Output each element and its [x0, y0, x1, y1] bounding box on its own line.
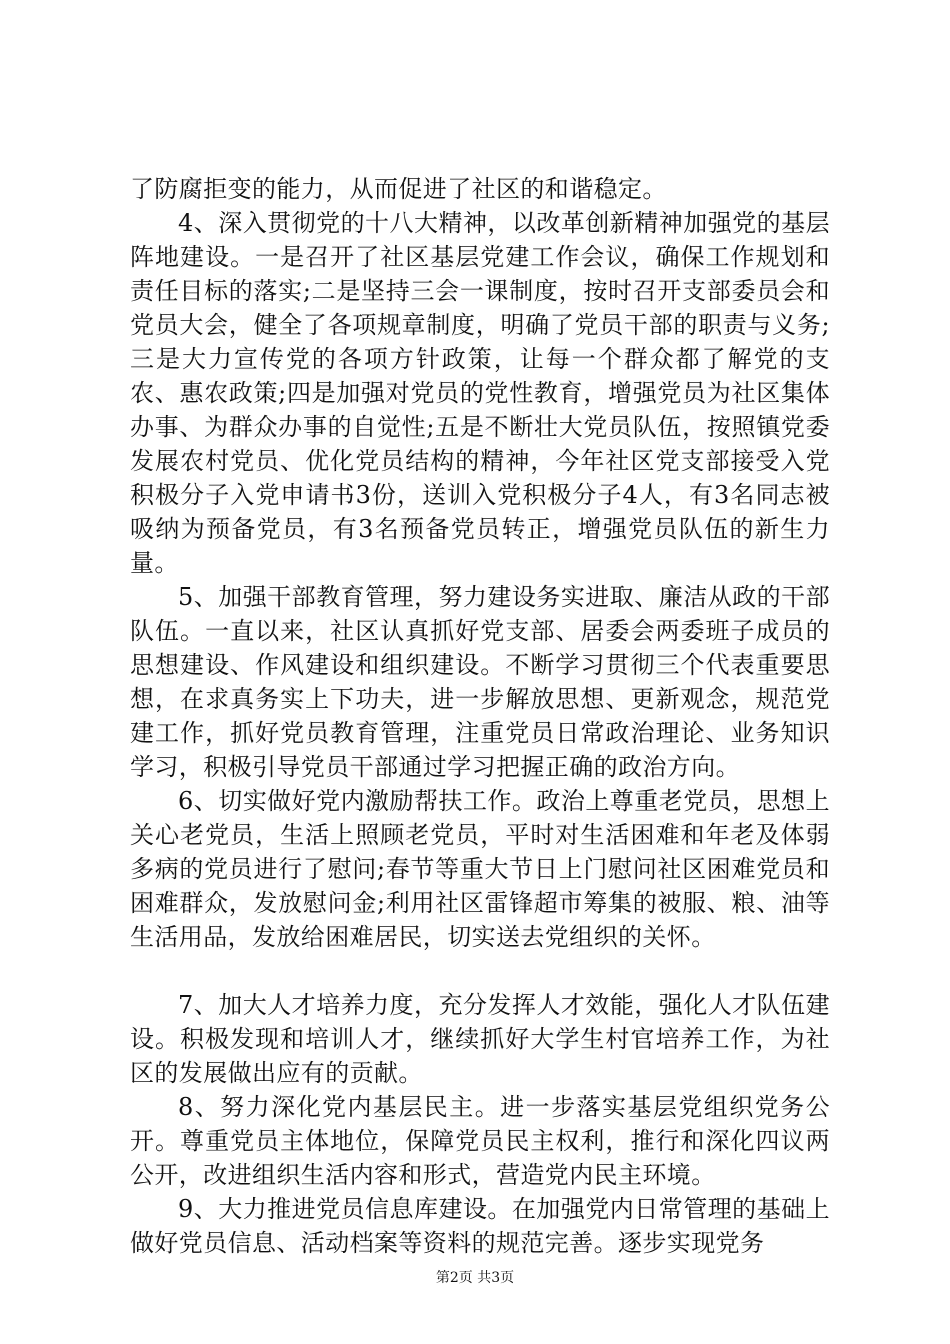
paragraph-item-8: 8、努力深化党内基层民主。进一步落实基层党组织党务公开。尊重党员主体地位，保障党员民主权利，推行和深化四议两公开，改进组织生活内容和形式，营造党内民主环境。: [130, 1093, 830, 1189]
paragraph-item-6: 6、切实做好党内激励帮扶工作。政治上尊重老党员，思想上关心老党员，生活上照顾老党员，平时对生活困难和年老及体弱多病的党员进行了慰问;春节等重大节日上门慰问社区困难党员和困难群众，发放慰问金;利用社区雷锋超市筹集的被服、粮、油等生活用品，发放给困难居民，切实送去党组织的关怀。: [130, 787, 830, 951]
page-footer: [0, 1268, 950, 1288]
paragraph-item-5: 5、加强干部教育管理，努力建设务实进取、廉洁从政的干部队伍。一直以来，社区认真抓好党支部、居委会两委班子成员的思想建设、作风建设和组织建设。不断学习贯彻三个代表重要思想，在求真务实上下功夫，进一步解放思想、更新观念，规范党建工作，抓好党员教育管理，注重党员日常政治理论、业务知识学习，积极引导党员干部通过学习把握正确的政治方向。: [130, 583, 830, 781]
document-body: [130, 172, 830, 1260]
paragraph-item-9: 9、大力推进党员信息库建设。在加强党内日常管理的基础上做好党员信息、活动档案等资料的规范完善。逐步实现党务: [130, 1195, 830, 1257]
paragraph-item-4: 4、深入贯彻党的十八大精神，以改革创新精神加强党的基层阵地建设。一是召开了社区基层党建工作会议，确保工作规划和责任目标的落实;二是坚持三会一课制度，按时召开支部委员会和党员大会，健全了各项规章制度，明确了党员干部的职责与义务;三是大力宣传党的各项方针政策，让每一个群众都了解党的支农、惠农政策;四是加强对党员的党性教育，增强党员为社区集体办事、为群众办事的自觉性;五是不断壮大党员队伍，按照镇党委发展农村党员、优化党员结构的精神，今年社区党支部接受入党积极分子入党申请书3份，送训入党积极分子4人，有3名同志被吸纳为预备党员，有3名预备党员转正，增强党员队伍的新生力量。: [130, 209, 830, 577]
paragraph-item-7: 7、加大人才培养力度，充分发挥人才效能，强化人才队伍建设。积极发现和培训人才，继续抓好大学生村官培养工作，为社区的发展做出应有的贡献。: [130, 991, 830, 1087]
paragraph-continuation: 了防腐拒变的能力，从而促进了社区的和谐稳定。: [130, 175, 667, 203]
page-number-label: 第2页 共3页: [435, 1270, 515, 1286]
